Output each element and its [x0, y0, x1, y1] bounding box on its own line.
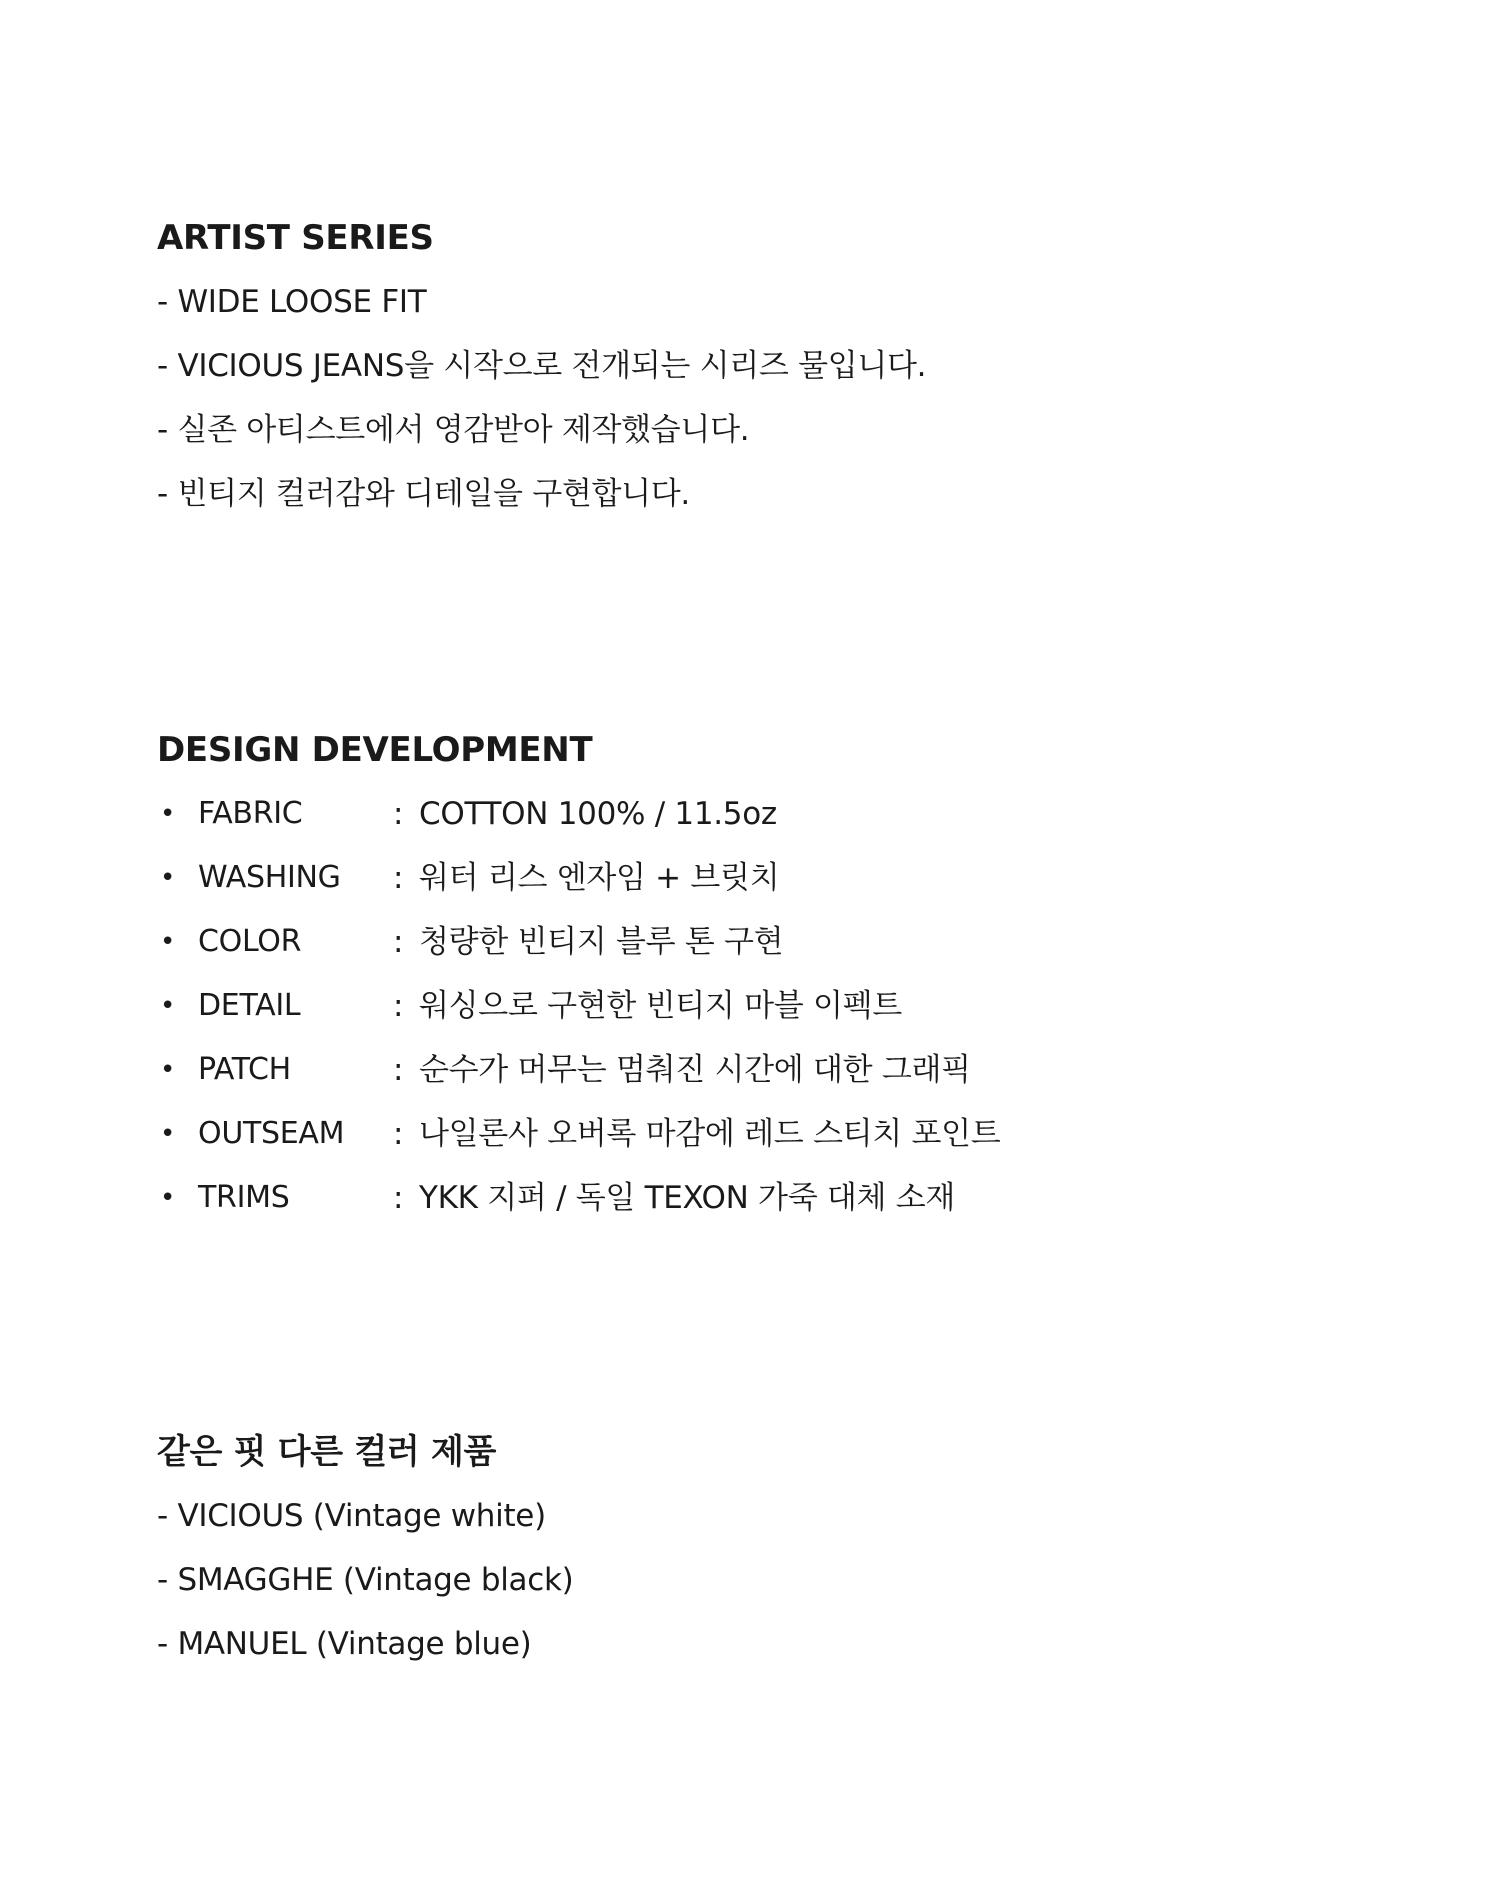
spec-row-washing — [157, 858, 1000, 898]
spec-label: FABRIC — [198, 796, 303, 831]
bullet-icon: • — [160, 991, 176, 1021]
artist-series-section — [157, 218, 926, 514]
spec-value: 청량한 빈티지 블루 톤 구현 — [419, 924, 784, 960]
spec-value: 워싱으로 구현한 빈티지 마블 이펙트 — [419, 988, 902, 1024]
bullet-icon: • — [160, 799, 176, 829]
artist-series-line: - 빈티지 컬러감와 디테일을 구현합니다. — [157, 476, 690, 512]
spec-separator: : — [393, 1052, 404, 1088]
color-variant-item: - VICIOUS (Vintage white) — [157, 1498, 546, 1534]
spec-separator: : — [393, 860, 404, 896]
spec-value: YKK 지퍼 / 독일 TEXON 가죽 대체 소재 — [419, 1180, 956, 1216]
design-development-heading: DESIGN DEVELOPMENT — [157, 730, 593, 770]
spec-separator: : — [393, 796, 404, 832]
spec-label: COLOR — [198, 924, 302, 959]
color-variant-item: - SMAGGHE (Vintage black) — [157, 1562, 574, 1598]
spec-value: 나일론사 오버록 마감에 레드 스티치 포인트 — [419, 1116, 1001, 1152]
spec-label: OUTSEAM — [198, 1116, 345, 1151]
bullet-icon: • — [160, 1055, 176, 1085]
spec-separator: : — [393, 1180, 404, 1216]
bullet-icon: • — [160, 863, 176, 893]
bullet-icon: • — [160, 1183, 176, 1213]
artist-series-line: - 실존 아티스트에서 영감받아 제작했습니다. — [157, 412, 750, 448]
bullet-icon: • — [160, 1119, 176, 1149]
artist-series-heading: ARTIST SERIES — [157, 218, 434, 258]
spec-separator: : — [393, 988, 404, 1024]
spec-separator: : — [393, 1116, 404, 1152]
spec-row-fabric — [157, 794, 1000, 834]
spec-value: COTTON 100% / 11.5oz — [419, 796, 777, 832]
spec-label: WASHING — [198, 860, 341, 895]
same-fit-colors-heading: 같은 핏 다른 컬러 제품 — [157, 1432, 497, 1472]
color-variant-item: - MANUEL (Vintage blue) — [157, 1626, 532, 1662]
spec-value: 워터 리스 엔자임 + 브릿치 — [419, 860, 780, 896]
artist-series-line: - WIDE LOOSE FIT — [157, 284, 427, 320]
spec-row-color — [157, 922, 1000, 962]
same-fit-colors-section — [157, 1432, 573, 1664]
spec-row-detail — [157, 986, 1000, 1026]
bullet-icon: • — [160, 927, 176, 957]
spec-value: 순수가 머무는 멈춰진 시간에 대한 그래픽 — [419, 1052, 971, 1088]
spec-separator: : — [393, 924, 404, 960]
design-development-section — [157, 730, 1000, 1218]
spec-row-patch — [157, 1050, 1000, 1090]
spec-label: DETAIL — [198, 988, 301, 1023]
spec-label: PATCH — [198, 1052, 291, 1087]
spec-row-outseam — [157, 1114, 1000, 1154]
spec-label: TRIMS — [198, 1180, 290, 1215]
spec-row-trims — [157, 1178, 1000, 1218]
artist-series-line: - VICIOUS JEANS을 시작으로 전개되는 시리즈 물입니다. — [157, 348, 927, 384]
